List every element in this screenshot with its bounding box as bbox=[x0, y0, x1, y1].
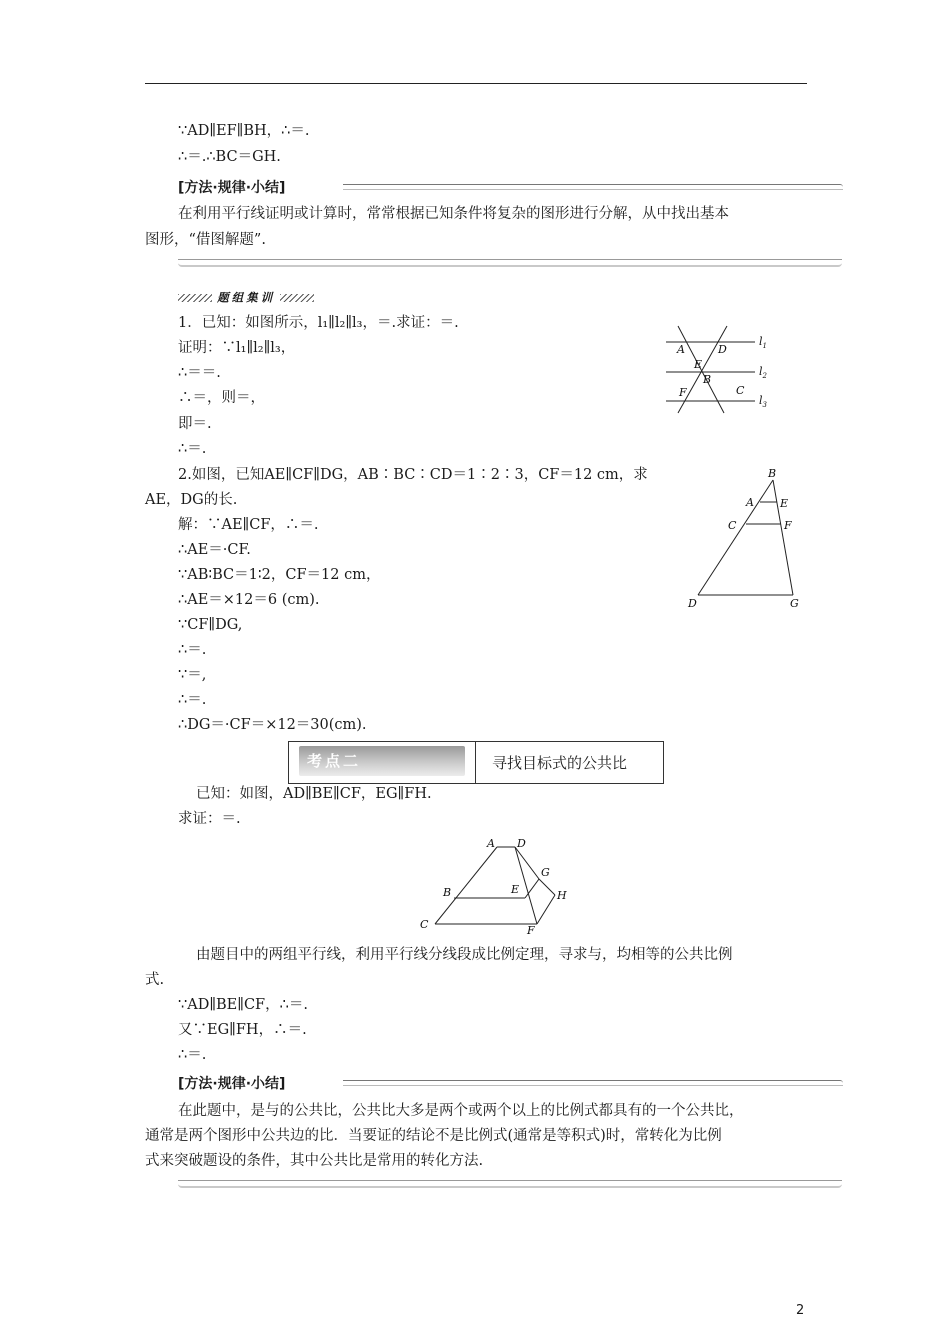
method-summary-header bbox=[175, 1073, 843, 1093]
label-C: C bbox=[420, 918, 429, 931]
label-D: D bbox=[517, 837, 526, 850]
kaodian-tag bbox=[299, 746, 465, 776]
text-line: 求证：＝. bbox=[178, 811, 241, 827]
text-line: ∵AB∶BC＝1∶2，CF＝12 cm， bbox=[178, 567, 381, 583]
text-line: 1．已知：如图所示，l₁∥l₂∥l₃，＝.求证：＝. bbox=[178, 315, 459, 331]
label-H: H bbox=[557, 889, 567, 902]
text-line: 即＝. bbox=[178, 416, 212, 432]
text-line: ∴＝. bbox=[178, 692, 207, 708]
text-line: 图形，“借图解题”. bbox=[145, 232, 266, 248]
kaodian-banner bbox=[288, 741, 664, 784]
kaodian-title: 寻找目标式的公共比 bbox=[492, 754, 628, 772]
text-line: 式来突破题设的条件，其中公共比是常用的转化方法. bbox=[145, 1153, 484, 1169]
section-label: [方法·规律·小结] bbox=[178, 1076, 286, 1092]
label-D: D bbox=[718, 343, 727, 356]
header-rule bbox=[145, 83, 807, 84]
label-G: G bbox=[541, 866, 550, 879]
label-F: F bbox=[679, 386, 687, 399]
text-line: 在利用平行线证明或计算时，常常根据已知条件将复杂的图形进行分解，从中找出基本 bbox=[178, 206, 729, 222]
text-line: ∴＝. bbox=[178, 1047, 207, 1063]
kaodian-divider bbox=[475, 742, 476, 783]
label-C: C bbox=[736, 384, 745, 397]
figure-parallel-lines bbox=[660, 323, 780, 415]
label-l1: $l_1$ bbox=[759, 335, 767, 350]
text-line: ∴＝＝. bbox=[178, 365, 221, 381]
text-line: ∵CF∥DG, bbox=[178, 617, 243, 633]
text-line: ∴AE＝·CF. bbox=[178, 542, 251, 558]
text-line: 证明：∵l₁∥l₂∥l₃， bbox=[178, 340, 296, 356]
label-l2: $l_2$ bbox=[759, 365, 767, 380]
label-B: B bbox=[768, 467, 777, 480]
hatch-decoration bbox=[178, 294, 212, 302]
text-line: ∵＝, bbox=[178, 667, 207, 683]
section-end-bar bbox=[178, 259, 842, 267]
text-line: 由题目中的两组平行线，利用平行线分线段成比例定理，寻求与，均相等的公共比例 bbox=[196, 947, 733, 963]
method-summary-header bbox=[175, 177, 843, 197]
text-line: 又∵EG∥FH，∴＝. bbox=[178, 1022, 307, 1038]
label-F: F bbox=[527, 924, 535, 937]
label-A: A bbox=[746, 496, 754, 509]
figure-trapezoid-ag bbox=[680, 462, 810, 612]
text-line: 在此题中，是与的公共比，公共比大多是两个或两个以上的比例式都具有的一个公共比， bbox=[178, 1103, 744, 1119]
text-line: ∴＝，则＝， bbox=[178, 390, 265, 406]
text-line: 2.如图，已知AE∥CF∥DG，AB∶BC∶CD＝1∶2∶3，CF＝12 cm，求 bbox=[178, 467, 648, 483]
text-line: ∵AD∥EF∥BH，∴＝. bbox=[178, 123, 310, 139]
figure-trapezoid-ad bbox=[415, 832, 575, 937]
group-label: 题组集训 bbox=[217, 290, 276, 305]
label-E: E bbox=[694, 358, 703, 371]
label-B: B bbox=[443, 886, 452, 899]
text-line: AE，DG的长. bbox=[145, 492, 238, 508]
label-A: A bbox=[487, 837, 495, 850]
text-line: 解：∵AE∥CF，∴＝. bbox=[178, 517, 319, 533]
section-bar bbox=[343, 1080, 843, 1086]
text-line: ∴＝. bbox=[178, 642, 207, 658]
section-end-bar bbox=[178, 1180, 842, 1188]
text-line: 已知：如图，AD∥BE∥CF，EG∥FH. bbox=[196, 786, 432, 802]
label-F: F bbox=[784, 519, 792, 532]
text-line: ∵AD∥BE∥CF，∴＝. bbox=[178, 997, 308, 1013]
text-line: ∴＝.∴BC＝GH. bbox=[178, 149, 281, 165]
text-line: ∴AE＝×12＝6 (cm). bbox=[178, 592, 320, 608]
text-line: ∴＝. bbox=[178, 441, 207, 457]
kaodian-tag-text: 考点二 bbox=[307, 752, 362, 770]
label-A: A bbox=[677, 343, 685, 356]
section-bar bbox=[343, 184, 843, 190]
page-number: 2 bbox=[796, 1303, 805, 1318]
label-G: G bbox=[790, 597, 799, 610]
exercise-group-header bbox=[178, 287, 318, 303]
label-l3: $l_3$ bbox=[759, 394, 767, 409]
section-label: [方法·规律·小结] bbox=[178, 180, 286, 196]
text-line: ∴DG＝·CF＝×12＝30(cm). bbox=[178, 717, 367, 733]
label-E: E bbox=[780, 497, 789, 510]
label-B: B bbox=[703, 373, 712, 386]
label-C: C bbox=[728, 519, 737, 532]
hatch-decoration bbox=[280, 294, 314, 302]
text-line: 通常是两个图形中公共边的比．当要证的结论不是比例式(通常是等积式)时，常转化为比例 bbox=[145, 1128, 722, 1144]
text-line: 式. bbox=[145, 972, 165, 988]
label-E: E bbox=[511, 883, 520, 896]
label-D: D bbox=[688, 597, 697, 610]
